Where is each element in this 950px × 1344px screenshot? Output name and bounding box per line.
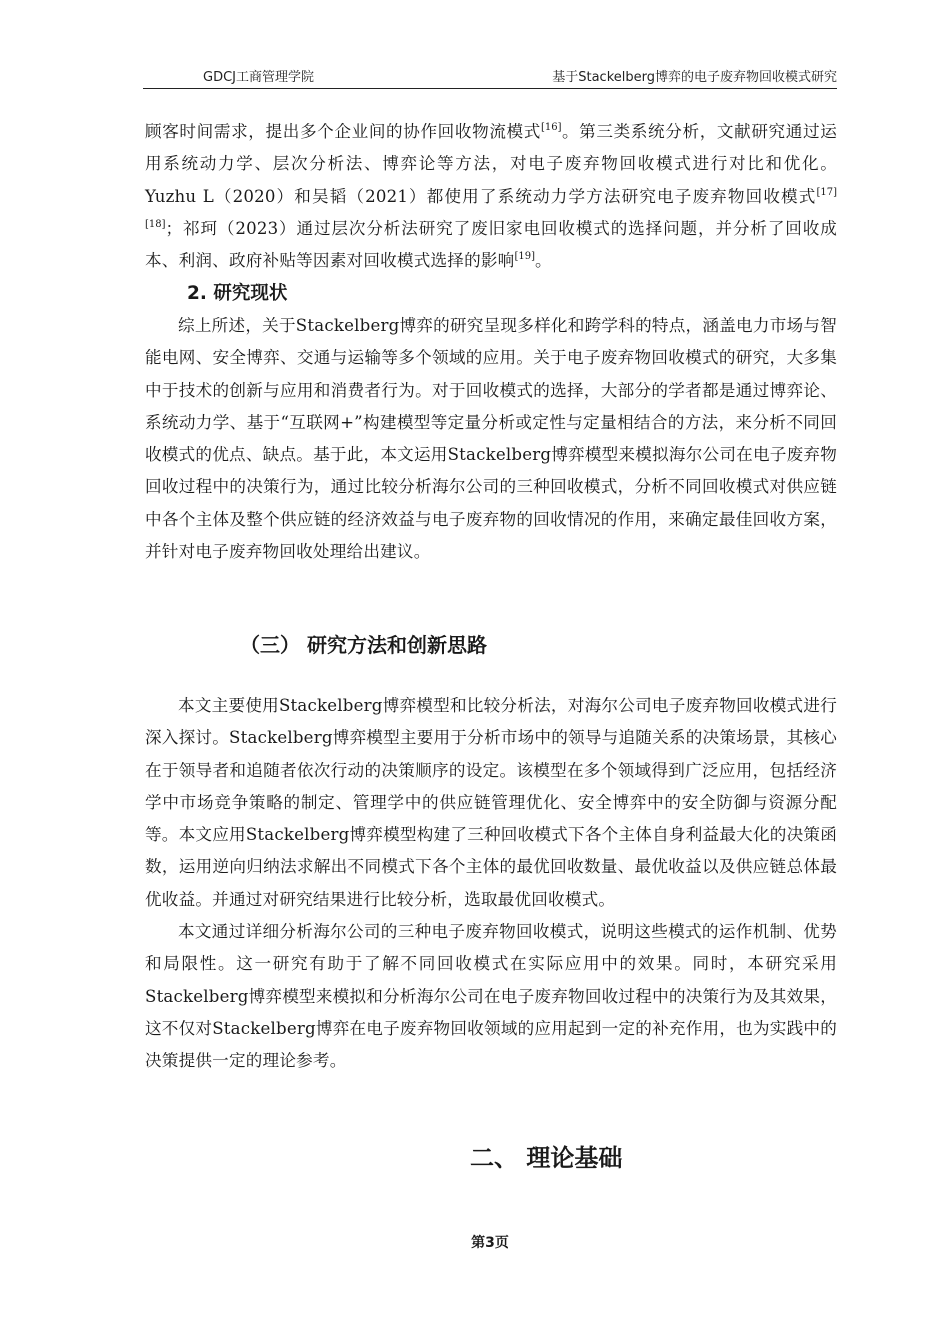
text-run: ；祁珂（2023）通过层次分析法研究了废旧家电回收模式的选择问题，并分析了回收成本、利润、政府补贴等因素对回收模式选择的影响 bbox=[145, 218, 837, 271]
page-number: 第3页 bbox=[471, 1235, 509, 1251]
heading-methods: （三） 研究方法和创新思路 bbox=[240, 633, 487, 657]
citation-17-18: [17][18] bbox=[145, 186, 837, 230]
text-run: 顾客时间需求，提出多个企业间的协作回收物流模式 bbox=[145, 122, 541, 141]
header-paper-title: 基于Stackelberg博弈的电子废弃物回收模式研究 bbox=[552, 70, 837, 85]
text-run: 。 bbox=[535, 251, 552, 271]
heading-chapter-theory: 二、 理论基础 bbox=[470, 1144, 623, 1172]
paragraph-summary bbox=[145, 310, 837, 568]
text-run: 。第三类系统分析，文献研究通过运用系统动力学、层次分析法、博弈论等方法，对电子废弃物回收模式进行对比和优化。 Yuzhu L（2020）和吴韬（2021）都使用了系统动力学方法研究电子废弃物回收模式 bbox=[145, 122, 837, 206]
header-rule bbox=[143, 88, 837, 89]
summary-text: 综上所述，关于Stackelberg博弈的研究呈现多样化和跨学科的特点，涵盖电力市场与智能电网、安全博弈、交通与运输等多个领域的应用。关于电子废弃物回收模式的研究，大多集中于技术的创新与应用和消费者行为。对于回收模式的选择，大部分的学者都是通过博弈论、系统动力学、基于“互联网+”构建模型等定量分析或定性与定量相结合的方法，来分析不同回收模式的优点、缺点。基于此，本文运用Stackelberg博弈模型来模拟海尔公司在电子废弃物回收过程中的决策行为，通过比较分析海尔公司的三种回收模式，分析不同回收模式对供应链中各个主体及整个供应链的经济效益与电子废弃物的回收情况的作用，来确定最佳回收方案，并针对电子废弃物回收处理给出建议。 bbox=[145, 316, 837, 562]
heading-research-status: 2. 研究现状 bbox=[187, 283, 288, 304]
innovation-text: 本文通过详细分析海尔公司的三种电子废弃物回收模式，说明这些模式的运作机制、优势和局限性。这一研究有助于了解不同回收模式在实际应用中的效果。同时，本研究采用Stackelberg博弈模型来模拟和分析海尔公司在电子废弃物回收过程中的决策行为及其效果，这不仅对Stackelberg博弈在电子废弃物回收领域的应用起到一定的补充作用，也为实践中的决策提供一定的理论参考。 bbox=[145, 922, 837, 1071]
header-institution: GDCJ工商管理学院 bbox=[203, 70, 314, 85]
citation-16: [16] bbox=[541, 122, 562, 133]
running-header bbox=[143, 66, 837, 86]
citation-19: [19] bbox=[514, 251, 535, 263]
paragraph-methods bbox=[145, 690, 837, 1078]
methods-text: 本文主要使用Stackelberg博弈模型和比较分析法，对海尔公司电子废弃物回收模式进行深入探讨。Stackelberg博弈模型主要用于分析市场中的领导与追随关系的决策场景，其核心在于领导者和追随者依次行动的决策顺序的设定。该模型在多个领域得到广泛应用，包括经济学中市场竞争策略的制定、管理学中的供应链管理优化、安全博弈中的安全防御与资源分配等。本文应用Stackelberg博弈模型构建了三种回收模式下各个主体自身利益最大化的决策函数，运用逆向归纳法求解出不同模式下各个主体的最优回收数量、最优收益以及供应链总体最优收益。并通过对研究结果进行比较分析，选取最优回收模式。 bbox=[145, 696, 837, 909]
paragraph-related-work bbox=[145, 116, 837, 277]
